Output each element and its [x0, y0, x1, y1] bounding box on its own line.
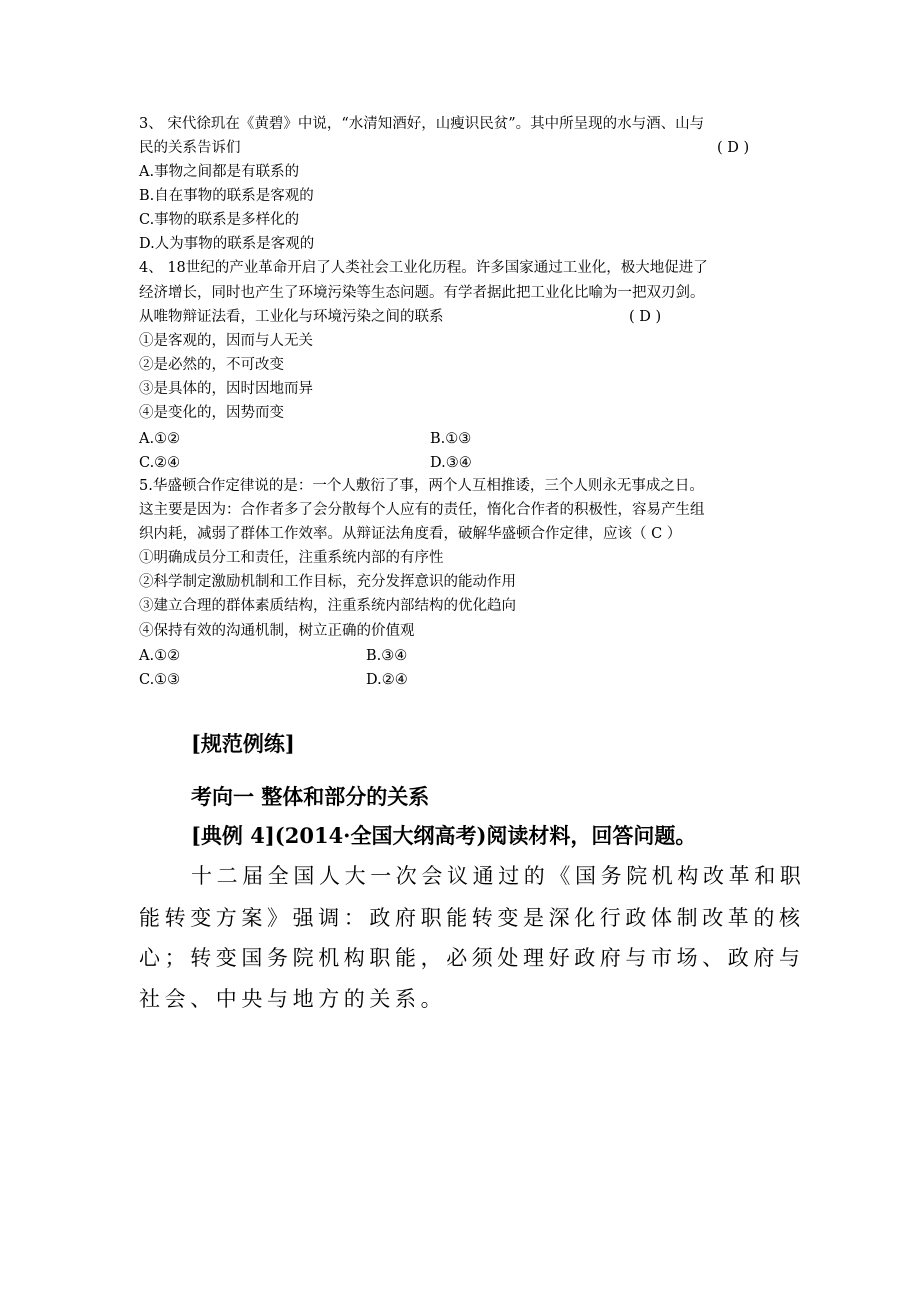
- q4-line3-text: 从唯物辩证法看，工业化与环境污染之间的联系: [139, 309, 444, 325]
- material-paragraph-line-1: 十二届全国人大一次会议通过的《国务院机构改革和职: [191, 864, 806, 888]
- q5-item-1: ①明确成员分工和责任，注重系统内部的有序性: [139, 550, 444, 566]
- material-paragraph-line-2: 能转变方案》强调：政府职能转变是深化行政体制改革的核: [139, 906, 805, 930]
- q4-line2: 经济增长，同时也产生了环境污染等生态问题。有学者据此把工业化比喻为一把双刃剑。: [139, 285, 705, 301]
- q5-option-c: C.①③: [139, 672, 181, 688]
- q5-option-d: D.②④: [366, 672, 408, 688]
- q5-item-2: ②科学制定激励机制和工作目标，充分发挥意识的能动作用: [139, 574, 516, 590]
- q5-option-b: B.③④: [366, 648, 408, 664]
- q4-item-1: ①是客观的，因而与人无关: [139, 333, 313, 349]
- q4-line3: [139, 308, 662, 326]
- q3-line1: 3、 宋代徐玑在《黄碧》中说，“水清知酒好，山瘦识民贫”。其中所呈现的水与酒、山与: [139, 116, 705, 132]
- q5-option-a: A.①②: [139, 648, 181, 664]
- q5-line1: 5.华盛顿合作定律说的是：一个人敷衍了事，两个人互相推诿，三个人则永无事成之日。: [139, 478, 704, 494]
- q5-item-3: ③建立合理的群体素质结构，注重系统内部结构的优化趋向: [139, 598, 516, 614]
- q4-option-c: C.②④: [139, 455, 181, 471]
- q4-option-a: A.①②: [139, 431, 181, 447]
- q5-line2: 这主要是因为：合作者多了会分散每个人应有的责任，惰化合作者的积极性，容易产生组: [139, 502, 705, 518]
- q3-option-b: B.自在事物的联系是客观的: [139, 188, 314, 204]
- section-title: [规范例练]: [191, 731, 295, 756]
- q4-option-d: D.③④: [430, 455, 472, 471]
- example-heading: [典例 4](2014·全国大纲高考)阅读材料，回答问题。: [191, 823, 697, 848]
- q4-item-4: ④是变化的，因势而变: [139, 405, 284, 421]
- q3-option-c: C.事物的联系是多样化的: [139, 212, 300, 228]
- q5-item-4: ④保持有效的沟通机制，树立正确的价值观: [139, 623, 415, 639]
- q4-line1: 4、 18世纪的产业革命开启了人类社会工业化历程。许多国家通过工业化，极大地促进了: [139, 260, 708, 276]
- q3-option-d: D.人为事物的联系是客观的: [139, 236, 315, 252]
- q4-item-3: ③是具体的，因时因地而异: [139, 381, 313, 397]
- q3-option-a: A.事物之间都是有联系的: [139, 164, 300, 180]
- material-paragraph-line-4: 社会、中央与地方的关系。: [139, 987, 447, 1011]
- q3-answer: ( D ): [717, 140, 750, 156]
- q4-item-2: ②是必然的，不可改变: [139, 357, 284, 373]
- q5-line3: 织内耗，减弱了群体工作效率。从辩证法角度看，破解华盛顿合作定律，应该（ C ）: [139, 526, 682, 542]
- q3-line2-text: 民的关系告诉们: [139, 140, 241, 156]
- q4-option-b: B.①③: [430, 431, 472, 447]
- section-subtitle: 考向一 整体和部分的关系: [191, 784, 430, 809]
- material-paragraph-line-3: 心；转变国务院机构职能，必须处理好政府与市场、政府与: [139, 946, 805, 970]
- q3-line2: [139, 139, 750, 157]
- q4-answer: ( D ): [629, 309, 662, 325]
